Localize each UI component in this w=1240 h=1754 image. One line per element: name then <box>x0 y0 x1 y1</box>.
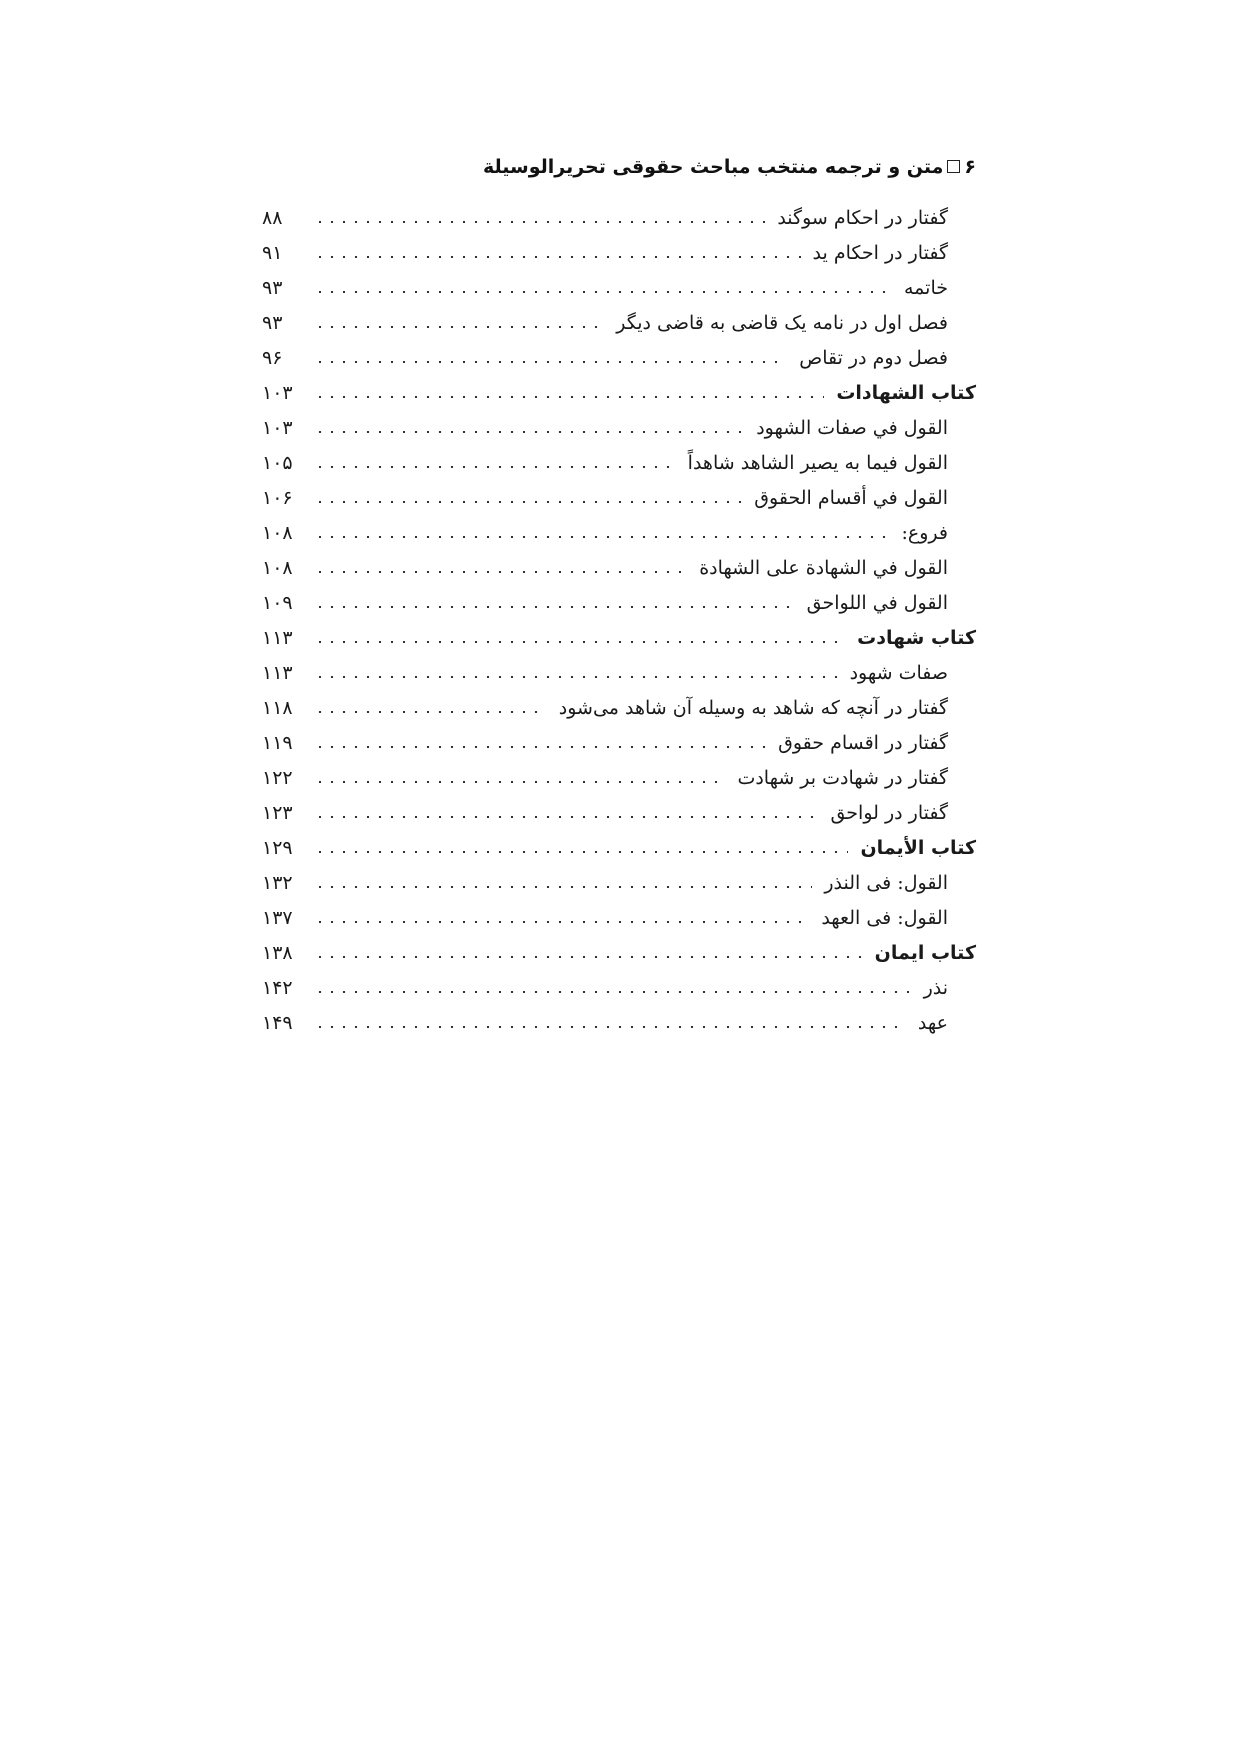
dot-leader <box>314 921 809 923</box>
dot-leader <box>314 291 892 293</box>
toc-entry-title: خاتمه <box>900 277 948 299</box>
toc-entry-title: گفتار در لواحق <box>826 802 948 824</box>
header-page-number: ۶ <box>964 156 976 178</box>
toc-entry-page-number: ۱۳۲ <box>262 871 293 894</box>
toc-entry[interactable] <box>262 515 976 550</box>
toc-entry-title: گفتار در اقسام حقوق <box>774 732 948 754</box>
toc-entry-title: القول في اللواحق <box>803 592 948 614</box>
dot-leader <box>314 501 742 503</box>
toc-entry-title: كتاب الأيمان <box>856 837 976 859</box>
toc-entry-title: فصل اول در نامه یک قاضی به قاضی دیگر <box>612 312 948 334</box>
toc-entry-title: القول: فی النذر <box>820 872 948 894</box>
dot-leader <box>314 746 766 748</box>
running-header <box>256 156 976 178</box>
dot-leader <box>314 536 890 538</box>
toc-entry-title: القول: فی العهد <box>817 907 948 929</box>
toc-entry-page-number: ۱۰۸ <box>262 556 293 579</box>
toc-entry[interactable] <box>262 235 976 270</box>
dot-leader <box>314 851 848 853</box>
dot-leader <box>314 676 838 678</box>
toc-entry-title: گفتار در احکام سوگند <box>773 207 948 229</box>
toc-entry-page-number: ۸۸ <box>262 206 283 229</box>
toc-entry-title: گفتار در شهادت بر شهادت <box>733 767 948 789</box>
dot-leader <box>314 956 863 958</box>
toc-entry-page-number: ۱۱۳ <box>262 626 293 649</box>
toc-entry[interactable] <box>262 1005 976 1040</box>
toc-entry-title: كتاب الشهادات <box>832 382 976 404</box>
toc-entry[interactable] <box>262 900 976 935</box>
toc-entry-page-number: ۱۲۹ <box>262 836 293 859</box>
toc-entry[interactable] <box>262 970 976 1005</box>
toc-entry[interactable] <box>262 480 976 515</box>
dot-leader <box>314 256 801 258</box>
toc-entry[interactable] <box>262 550 976 585</box>
toc-entry-title: فصل دوم در تقاص <box>795 347 948 369</box>
toc-entry-page-number: ۱۱۹ <box>262 731 293 754</box>
dot-leader <box>314 571 687 573</box>
toc-entry-page-number: ۱۴۹ <box>262 1011 293 1034</box>
toc-entry[interactable] <box>262 270 976 305</box>
dot-leader <box>314 361 787 363</box>
toc-entry[interactable] <box>262 795 976 830</box>
dot-leader <box>314 991 912 993</box>
toc-entry-title: فروع: <box>898 522 948 544</box>
toc-entry-title: القول في الشهادة على الشهادة <box>695 557 948 579</box>
toc-entry-page-number: ۹۱ <box>262 241 283 264</box>
toc-chapter-entry[interactable] <box>262 935 976 970</box>
toc-entry[interactable] <box>262 585 976 620</box>
toc-entry[interactable] <box>262 340 976 375</box>
table-of-contents <box>262 200 976 1040</box>
toc-entry-title: القول فيما به يصير الشاهد شاهداً <box>684 452 948 474</box>
toc-entry-title: القول في أقسام الحقوق <box>750 487 948 509</box>
toc-entry-page-number: ۱۰۹ <box>262 591 293 614</box>
dot-leader <box>314 816 818 818</box>
toc-entry[interactable] <box>262 865 976 900</box>
dot-leader <box>314 1026 906 1028</box>
toc-entry[interactable] <box>262 410 976 445</box>
toc-entry-title: گفتار در احکام ید <box>809 242 948 264</box>
toc-entry-title: عهد <box>914 1012 948 1034</box>
toc-chapter-entry[interactable] <box>262 830 976 865</box>
toc-entry-page-number: ۱۲۳ <box>262 801 293 824</box>
toc-entry[interactable] <box>262 655 976 690</box>
toc-entry-page-number: ۱۰۶ <box>262 486 293 509</box>
toc-entry-title: القول في صفات الشهود <box>752 417 948 439</box>
toc-entry-page-number: ۱۱۸ <box>262 696 293 719</box>
toc-entry-title: صفات شهود <box>846 662 948 684</box>
toc-entry-title: گفتار در آنچه که شاهد به وسیله آن شاهد می‌شود <box>555 697 948 719</box>
toc-entry-page-number: ۹۳ <box>262 276 283 299</box>
toc-entry-page-number: ۱۰۸ <box>262 521 293 544</box>
dot-leader <box>314 886 812 888</box>
toc-entry[interactable] <box>262 760 976 795</box>
toc-entry-page-number: ۹۶ <box>262 346 283 369</box>
dot-leader <box>314 641 845 643</box>
toc-chapter-entry[interactable] <box>262 620 976 655</box>
dot-leader <box>314 221 765 223</box>
toc-entry-page-number: ۱۰۵ <box>262 451 293 474</box>
toc-entry[interactable] <box>262 305 976 340</box>
toc-entry-page-number: ۱۳۸ <box>262 941 293 964</box>
dot-leader <box>314 326 604 328</box>
toc-entry-page-number: ۱۴۲ <box>262 976 293 999</box>
toc-entry-page-number: ۱۰۳ <box>262 381 293 404</box>
toc-entry[interactable] <box>262 200 976 235</box>
toc-entry-title: کتاب ایمان <box>871 942 976 964</box>
toc-entry-page-number: ۱۱۳ <box>262 661 293 684</box>
toc-entry[interactable] <box>262 445 976 480</box>
toc-entry-title: کتاب شهادت <box>853 627 976 649</box>
toc-chapter-entry[interactable] <box>262 375 976 410</box>
toc-entry[interactable] <box>262 690 976 725</box>
toc-entry-page-number: ۱۳۷ <box>262 906 293 929</box>
header-book-title: متن و ترجمه منتخب مباحث حقوقی تحریرالوسیلة <box>483 156 944 178</box>
square-icon <box>947 160 960 173</box>
dot-leader <box>314 711 547 713</box>
toc-entry-page-number: ۹۳ <box>262 311 283 334</box>
dot-leader <box>314 781 725 783</box>
dot-leader <box>314 466 676 468</box>
toc-entry-page-number: ۱۲۲ <box>262 766 293 789</box>
toc-entry-page-number: ۱۰۳ <box>262 416 293 439</box>
dot-leader <box>314 606 795 608</box>
toc-entry[interactable] <box>262 725 976 760</box>
dot-leader <box>314 396 824 398</box>
toc-entry-title: نذر <box>920 977 948 999</box>
dot-leader <box>314 431 744 433</box>
